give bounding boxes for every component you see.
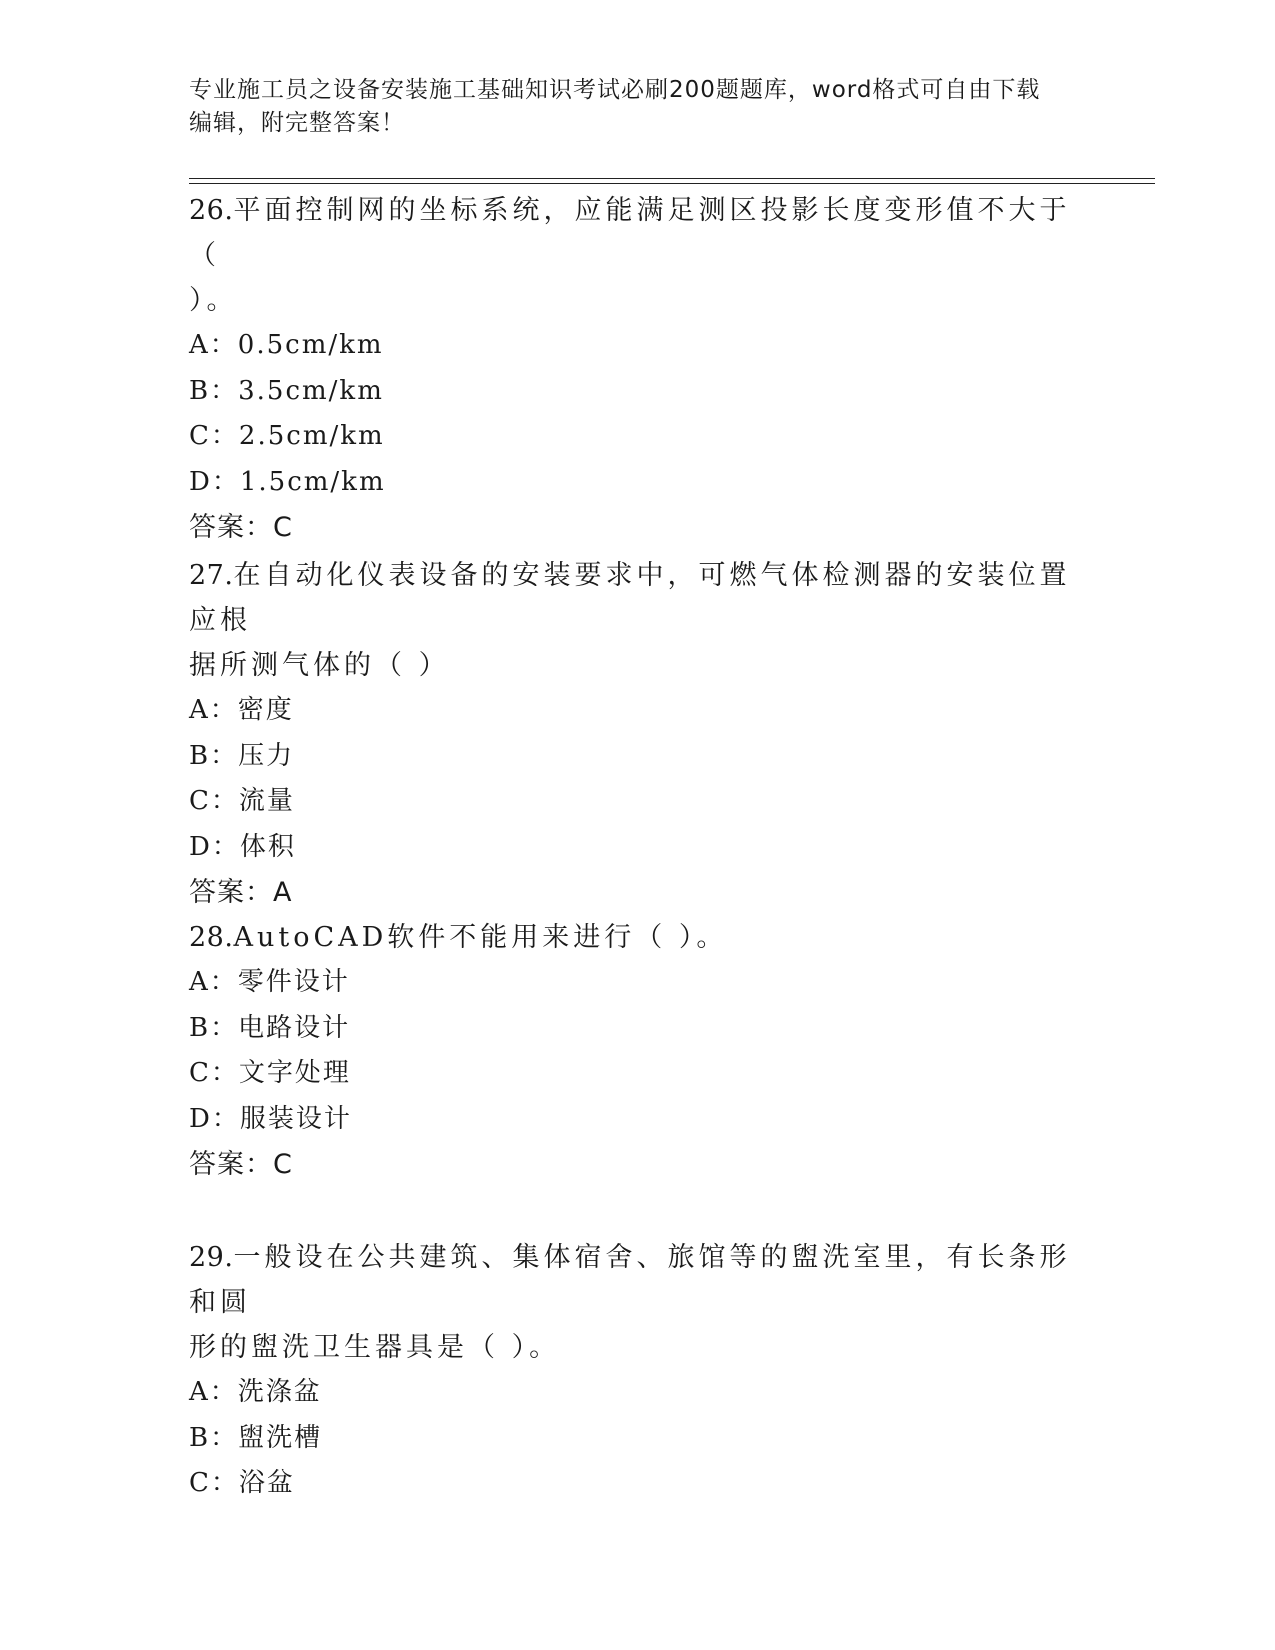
option-label: A：	[189, 967, 238, 997]
option-d	[189, 1097, 1089, 1143]
document-header	[189, 74, 1069, 140]
option-b	[189, 1006, 1089, 1052]
question-stem-line-1: AutoCAD软件不能用来进行（ ）。	[233, 922, 728, 953]
header-title-line-1: 专业施工员之设备安装施工基础知识考试必刷200题题库，word格式可自由下载	[189, 77, 1041, 103]
option-text: 零件设计	[237, 967, 350, 997]
option-text: 流量	[238, 786, 295, 816]
question-26	[189, 188, 1089, 550]
question-stem	[189, 553, 1089, 643]
question-number: 28.	[189, 922, 234, 953]
option-c	[189, 1461, 1089, 1507]
option-text: 盥洗槽	[238, 1422, 323, 1453]
option-a	[189, 1370, 1089, 1416]
answer-line: 答案：A	[189, 877, 293, 908]
option-label: A：	[189, 1377, 238, 1407]
question-stem-line-2: ）。	[189, 285, 238, 316]
option-text: 压力	[238, 740, 295, 771]
option-text: 3.5cm/km	[238, 375, 384, 406]
option-c	[189, 779, 1089, 825]
option-label: D：	[189, 831, 240, 862]
option-label: C：	[189, 1468, 239, 1498]
question-number: 26.	[189, 195, 234, 226]
question-stem	[189, 188, 1089, 278]
option-label: B：	[189, 740, 239, 771]
option-label: C：	[189, 786, 239, 816]
answer-line: 答案：C	[189, 512, 293, 543]
option-label: B：	[189, 375, 239, 406]
option-b	[189, 369, 1089, 415]
option-a	[189, 323, 1089, 369]
option-label: D：	[189, 1103, 240, 1134]
question-stem-line-1: 在自动化仪表设备的安装要求中，可燃气体检测器的安装位置应根	[189, 560, 1071, 636]
option-label: D：	[189, 466, 240, 497]
option-text: 浴盆	[238, 1468, 295, 1498]
option-c	[189, 1051, 1089, 1097]
option-text: 服装设计	[239, 1103, 352, 1134]
option-label: C：	[189, 1058, 239, 1088]
option-label: B：	[189, 1422, 239, 1453]
question-27	[189, 553, 1089, 915]
option-text: 文字处理	[238, 1058, 351, 1088]
question-number: 29.	[189, 1242, 234, 1273]
option-text: 电路设计	[238, 1012, 351, 1043]
header-divider-bottom	[189, 183, 1155, 184]
option-b	[189, 734, 1089, 780]
option-a	[189, 688, 1089, 734]
option-d	[189, 825, 1089, 871]
header-divider-top	[189, 178, 1155, 179]
option-label: C：	[189, 421, 239, 451]
option-label: B：	[189, 1012, 239, 1043]
option-a	[189, 960, 1089, 1006]
answer-line: 答案：C	[189, 1149, 293, 1180]
question-stem	[189, 1235, 1089, 1325]
option-text: 密度	[237, 695, 294, 725]
question-stem-line-2: 据所测气体的（ ）	[189, 650, 450, 681]
question-28	[189, 915, 1089, 1187]
question-number: 27.	[189, 560, 234, 591]
option-label: A：	[189, 330, 238, 360]
option-text: 2.5cm/km	[238, 421, 385, 451]
option-text: 0.5cm/km	[237, 330, 384, 360]
option-d	[189, 460, 1089, 506]
option-text: 1.5cm/km	[239, 466, 386, 497]
question-29	[189, 1235, 1089, 1507]
option-c	[189, 414, 1089, 460]
header-title-line-2: 编辑，附完整答案！	[189, 110, 405, 136]
question-stem-line-1: 平面控制网的坐标系统，应能满足测区投影长度变形值不大于（	[189, 195, 1071, 271]
option-text: 体积	[239, 831, 296, 862]
option-text: 洗涤盆	[237, 1377, 322, 1407]
option-b	[189, 1416, 1089, 1462]
option-label: A：	[189, 695, 238, 725]
question-stem-line-1: 一般设在公共建筑、集体宿舍、旅馆等的盥洗室里，有长条形和圆	[189, 1242, 1071, 1318]
question-stem-line-2: 形的盥洗卫生器具是（ ）。	[189, 1332, 561, 1363]
question-stem	[189, 915, 1089, 960]
